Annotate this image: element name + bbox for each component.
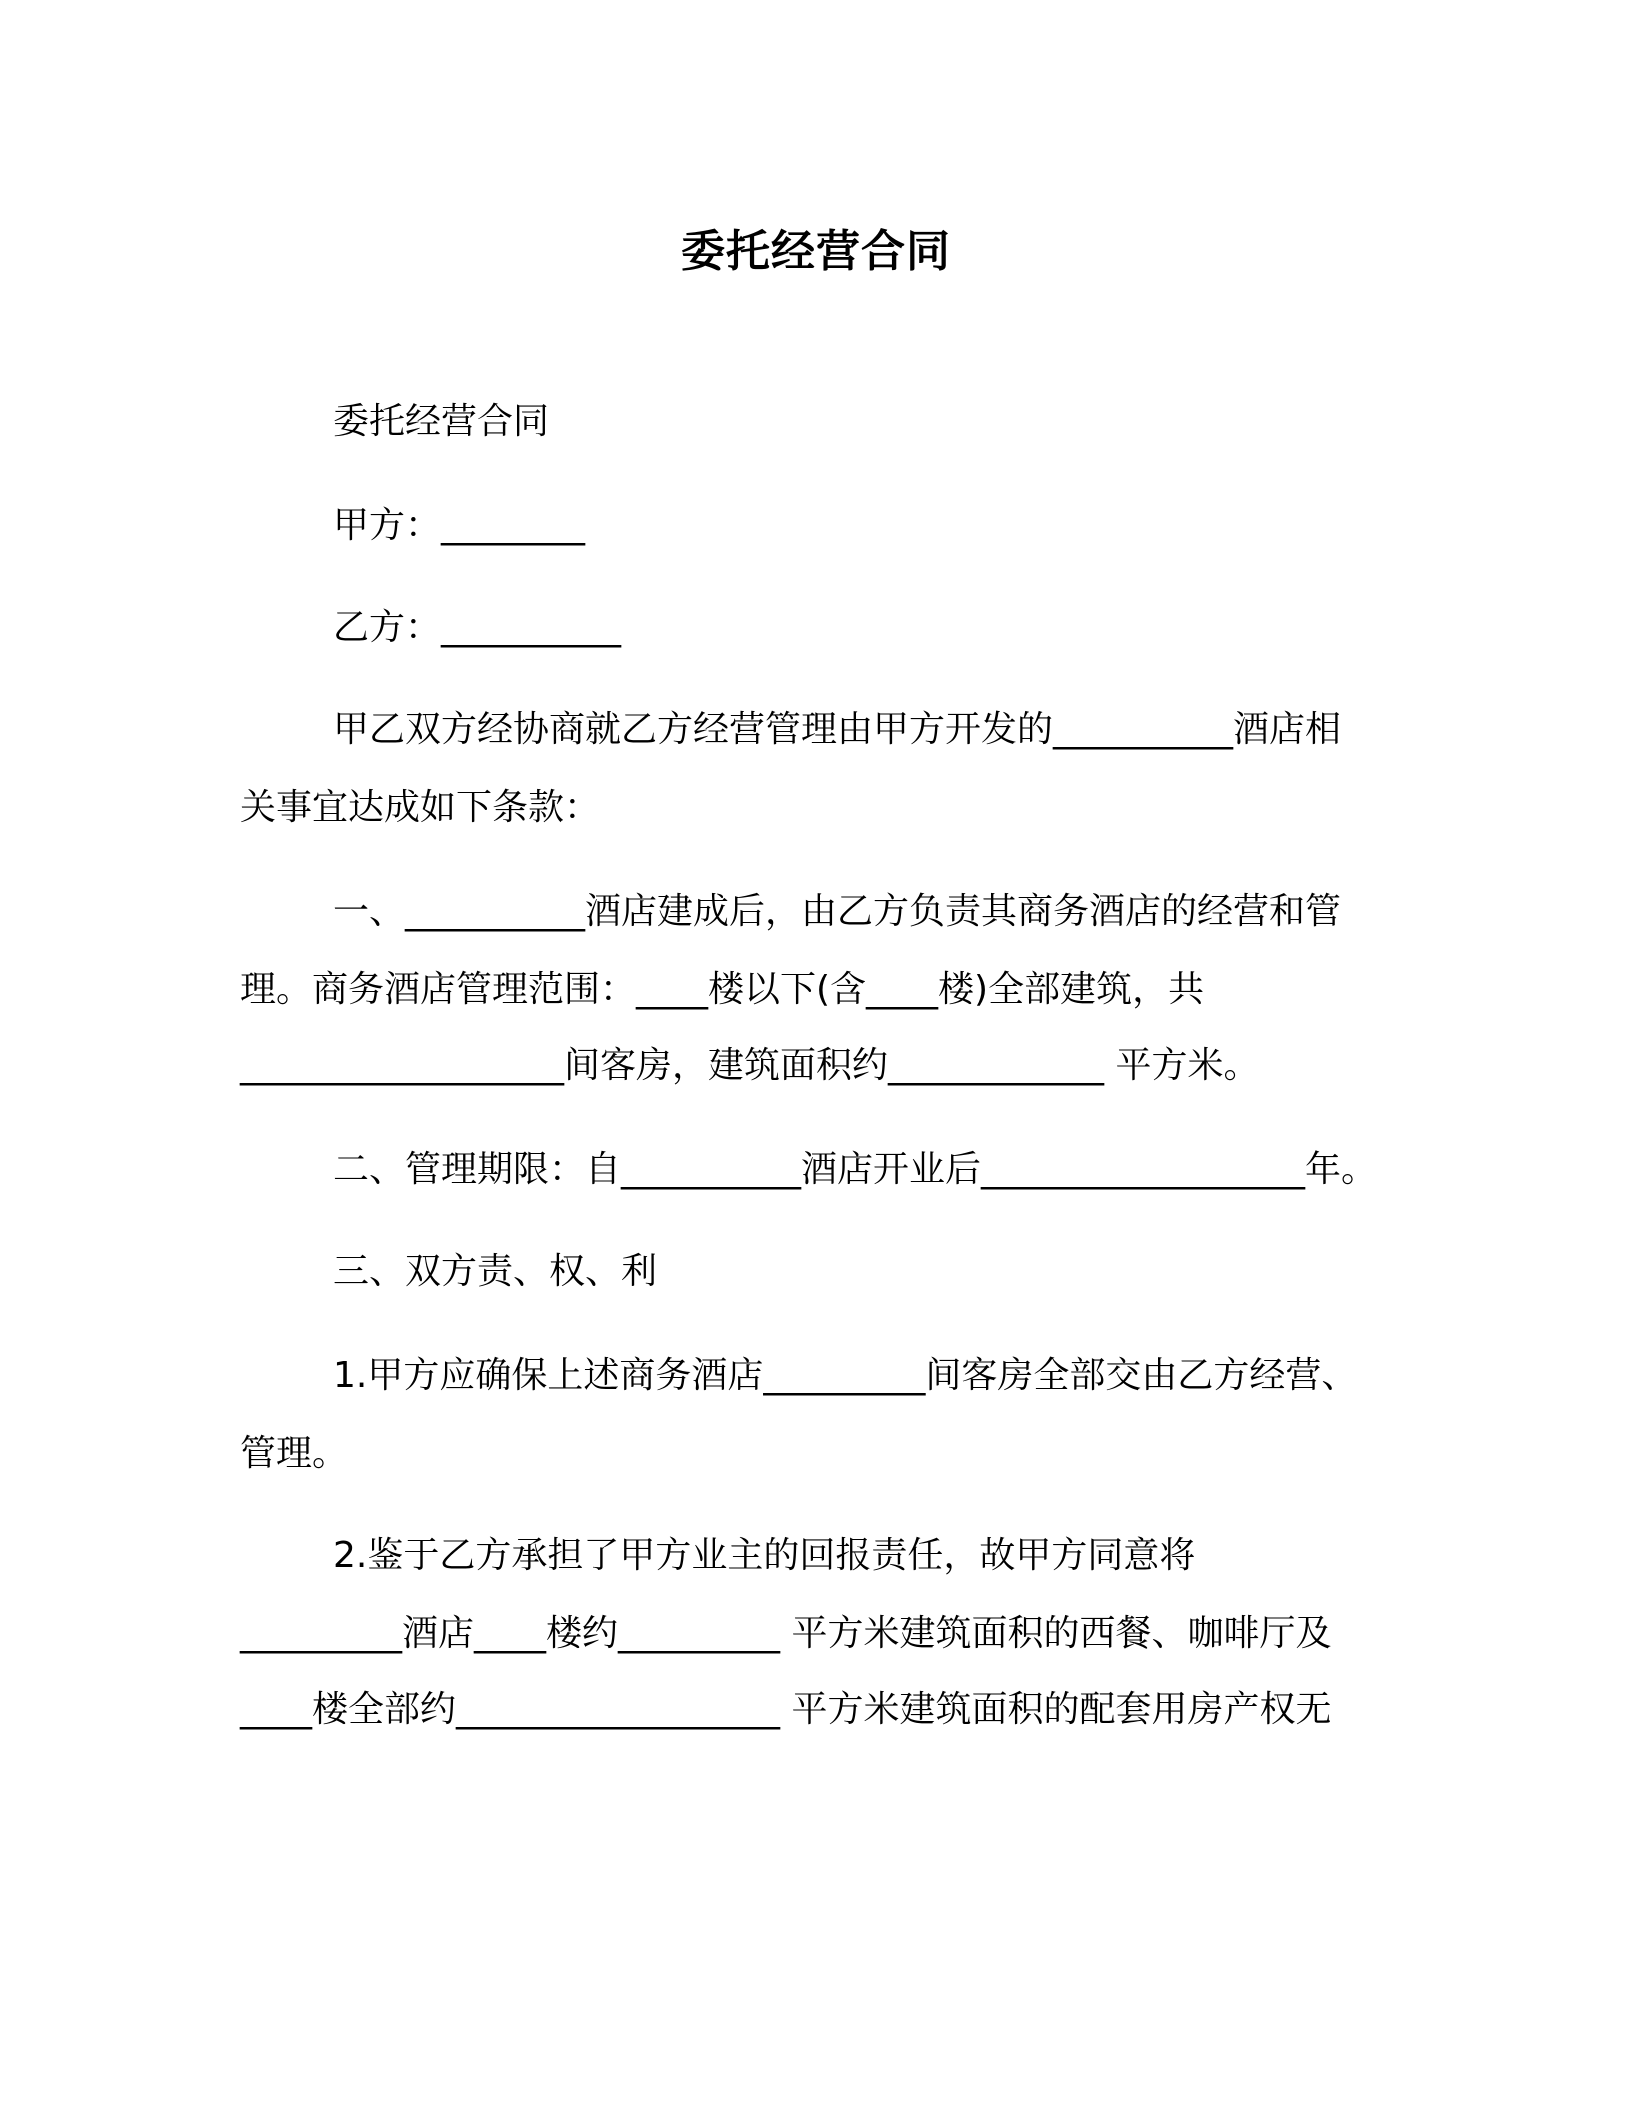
clause-1-line-2: 理。商务酒店管理范围：____楼以下(含____楼)全部建筑，共 xyxy=(240,969,1205,1010)
subtitle-line: 委托经营合同 xyxy=(333,401,550,442)
clause-3-heading: 三、双方责、权、利 xyxy=(333,1251,658,1292)
item-1-line-2: 管理。 xyxy=(240,1433,349,1474)
item-1-line-1: 1.甲方应确保上述商务酒店_________间客房全部交由乙方经营、 xyxy=(333,1355,1358,1396)
preamble-line-1: 甲乙双方经协商就乙方经营管理由甲方开发的__________酒店相 xyxy=(333,709,1342,750)
item-2-line-1: 2.鉴于乙方承担了甲方业主的回报责任，故甲方同意将 xyxy=(333,1535,1196,1576)
party-a-line: 甲方：________ xyxy=(333,505,586,546)
document-title: 委托经营合同 xyxy=(681,226,951,277)
party-b-line: 乙方：__________ xyxy=(333,607,622,648)
clause-1-line-1: 一、__________酒店建成后，由乙方负责其商务酒店的经营和管 xyxy=(333,891,1342,932)
item-2-line-3: ____楼全部约__________________ 平方米建筑面积的配套用房产权无 xyxy=(240,1689,1332,1730)
item-2-line-2: _________酒店____楼约_________ 平方米建筑面积的西餐、咖啡厅及 xyxy=(240,1613,1332,1654)
clause-1-line-3: __________________间客房，建筑面积约____________ 平方米。 xyxy=(240,1045,1260,1086)
preamble-line-2: 关事宜达成如下条款： xyxy=(240,787,601,828)
clause-2-line-1: 二、管理期限：自__________酒店开业后__________________年。 xyxy=(333,1149,1378,1190)
